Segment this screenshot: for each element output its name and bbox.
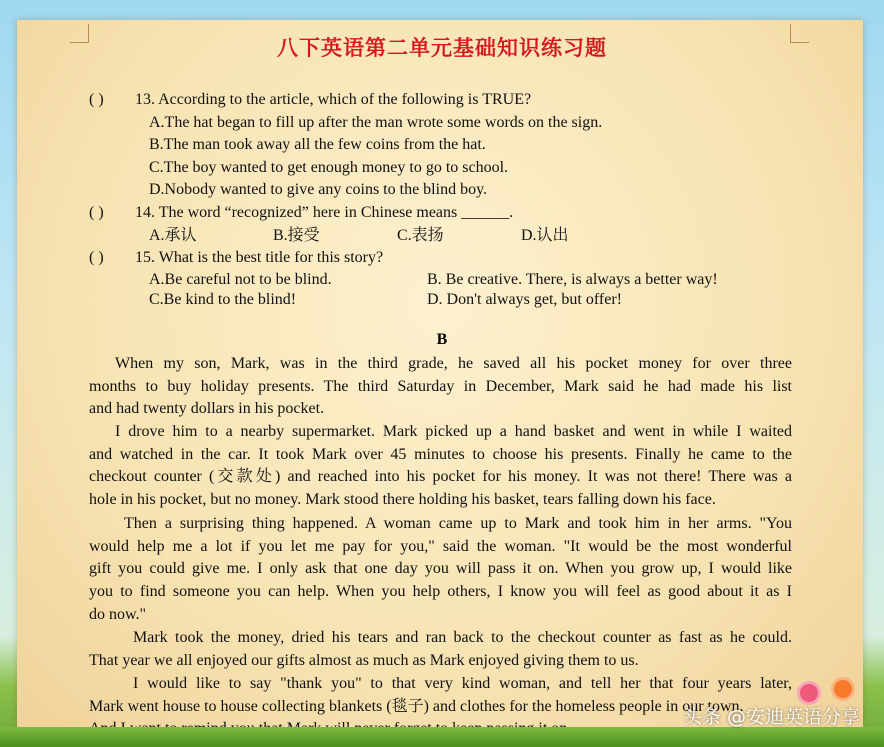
passage-paragraph-1 bbox=[89, 353, 792, 421]
text-line: hole in his pocket, but no money. Mark stood there holding his basket, tears falling down his face. bbox=[89, 491, 716, 509]
q14-option-d: D.认出 bbox=[521, 227, 569, 244]
q14-bracket: ( ) bbox=[89, 204, 104, 221]
flower-icon bbox=[800, 684, 818, 702]
section-heading-b: B bbox=[436, 331, 448, 348]
q14-option-c: C.表扬 bbox=[397, 227, 444, 244]
text-line: checkout counter (交款处) and reached into his pocket for his money. It was not there! There was a bbox=[89, 468, 792, 486]
passage-paragraph-3 bbox=[89, 513, 792, 627]
text-line: and had twenty dollars in his pocket. bbox=[89, 400, 325, 418]
q13-option-b: B.The man took away all the few coins from the hat. bbox=[149, 136, 486, 153]
text-line: you to find someone you can help. When you help others, I know you will feel as good about it as I bbox=[89, 583, 792, 601]
q15-option-d: D. Don't always get, but offer! bbox=[427, 291, 622, 308]
text-line: gift you could give me. I only ask that one day you will pass it on. When you grow up, I would like bbox=[89, 560, 792, 578]
text-line: When my son, Mark, was in the third grade, he saved all his pocket money for over three bbox=[115, 355, 792, 372]
q13-bracket: ( ) bbox=[89, 91, 104, 108]
q15-option-c: C.Be kind to the blind! bbox=[149, 291, 297, 308]
passage-paragraph-4 bbox=[89, 627, 792, 672]
q15-option-a: A.Be careful not to be blind. bbox=[149, 271, 332, 288]
text-line: months to buy holiday presents. The third Saturday in December, Mark said he had made his list bbox=[89, 377, 792, 395]
q15-bracket: ( ) bbox=[89, 249, 104, 266]
q13-option-c: C.The boy wanted to get enough money to go to school. bbox=[149, 159, 509, 176]
q14-option-b: B.接受 bbox=[273, 227, 320, 244]
passage-paragraph-2 bbox=[89, 421, 792, 512]
text-line: Then a surprising thing happened. A woman came up to Mark and took him in her arms. "You bbox=[124, 515, 792, 532]
q13-stem: 13. According to the article, which of the following is TRUE? bbox=[135, 91, 532, 108]
q13-option-a: A.The hat began to fill up after the man wrote some words on the sign. bbox=[149, 114, 603, 131]
text-line: and watched in the car. It took Mark over 45 minutes to choose his presents. Finally he came to the bbox=[89, 445, 792, 463]
text-line: Mark went house to house collecting blankets (毯子) and clothes for the homeless people in our town. bbox=[89, 697, 744, 715]
q14-option-a: A.承认 bbox=[149, 227, 197, 244]
text-line: would help me a lot if you let me pay for you," said the woman. "It would be the most wonderful bbox=[89, 537, 792, 555]
text-line: That year we all enjoyed our gifts almost as much as Mark enjoyed giving them to us. bbox=[89, 651, 639, 669]
text-line: I would like to say "thank you" to that very kind woman, and tell her that four years later, bbox=[133, 675, 792, 692]
q13-option-d: D.Nobody wanted to give any coins to the blind boy. bbox=[149, 181, 488, 198]
text-line: Mark took the money, dried his tears and ran back to the checkout counter as fast as he could. bbox=[133, 629, 792, 646]
grass-decoration bbox=[0, 727, 884, 747]
q14-stem: 14. The word “recognized” here in Chinese means ______. bbox=[135, 204, 514, 221]
q15-option-b: B. Be creative. There, is always a better way! bbox=[427, 271, 718, 288]
text-line: do now." bbox=[89, 605, 147, 623]
page-title: 八下英语第二单元基础知识练习题 bbox=[277, 35, 607, 60]
text-line: I drove him to a nearby supermarket. Mark picked up a hand basket and went in while I waited bbox=[115, 423, 792, 440]
flower-icon bbox=[834, 680, 852, 698]
watermark: 头条 @安迪英语分享 bbox=[682, 706, 860, 728]
q15-stem: 15. What is the best title for this story? bbox=[135, 249, 384, 266]
